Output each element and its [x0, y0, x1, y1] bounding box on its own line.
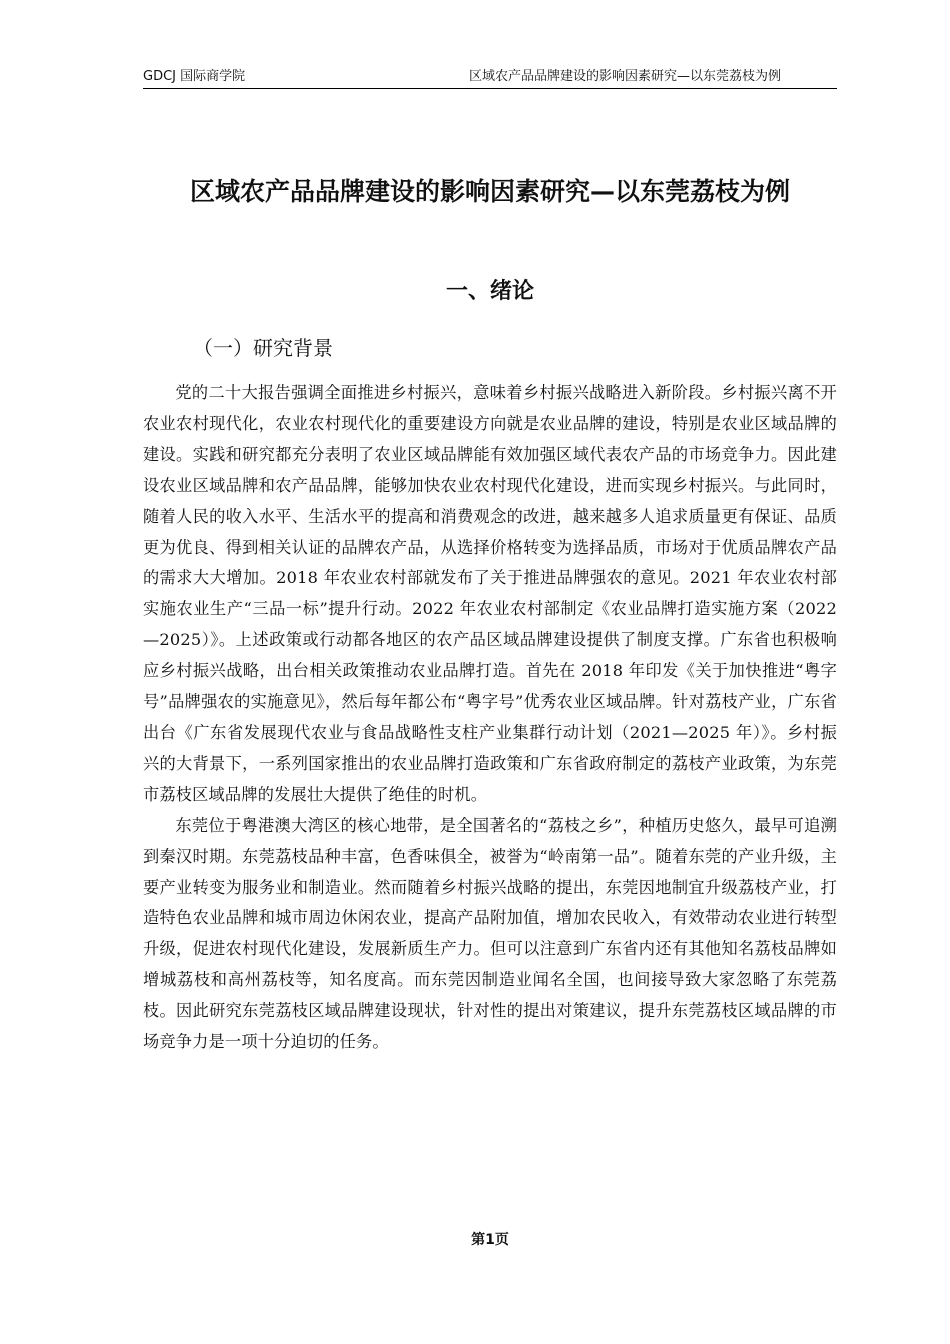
section-heading: 一、绪论 [445, 279, 534, 304]
header-running-title: 区域农产品品牌建设的影响因素研究—以东莞荔枝为例 [468, 69, 781, 84]
paragraph-1: 党的二十大报告强调全面推进乡村振兴，意味着乡村振兴战略进入新阶段。乡村振兴离不开农业农村现代化，农业农村现代化的重要建设方向就是农业品牌的建设，特别是农业区域品牌的建设。实践和研究都充分表明了农业区域品牌能有效加强区域代表农产品的市场竞争力。因此建设农业区域品牌和农产品品牌，能够加快农业农村现代化建设，进而实现乡村振兴。与此同时，随着人民的收入水平、生活水平的提高和消费观念的改进，越来越多人追求质量更有保证、品质更为优良、得到相关认证的品牌农产品，从选择价格转变为选择品质，市场对于优质品牌农产品的需求大大增加。2018 年农业农村部就发布了关于推进品牌强农的意见。2021 年农业农村部实施农业生产“三品一标”提升行动。2022 年农业农村部制定《农业品牌打造实施方案（2022—2025）》。上述政策或行动都各地区的农产品区域品牌建设提供了制度支撑。广东省也积极响应乡村振兴战略，出台相关政策推动农业品牌打造。首先在 2018 年印发《关于加快推进“粤字号”品牌强农的实施意见》，然后每年都公布“粤字号”优秀农业区域品牌。针对荔枝产业，广东省出台《广东省发展现代农业与食品战略性支柱产业集群行动计划（2021—2025 年）》。乡村振兴的大背景下，一系列国家推出的农业品牌打造政策和广东省政府制定的荔枝产业政策，为东莞市荔枝区域品牌的发展壮大提供了绝佳的时机。 [143, 383, 837, 804]
body-text [143, 378, 837, 1058]
header-institution: GDCJ 国际商学院 [143, 69, 246, 84]
page-header [143, 66, 837, 89]
subsection-heading: （一）研究背景 [193, 336, 333, 360]
paragraph-2: 东莞位于粤港澳大湾区的核心地带，是全国著名的“荔枝之乡”，种植历史悠久，最早可追溯到秦汉时期。东莞荔枝品种丰富，色香味俱全，被誉为“岭南第一品”。随着东莞的产业升级，主要产业转变为服务业和制造业。然而随着乡村振兴战略的提出，东莞因地制宜升级荔枝产业，打造特色农业品牌和城市周边休闲农业，提高产品附加值，增加农民收入，有效带动农业进行转型升级，促进农村现代化建设，发展新质生产力。但可以注意到广东省内还有其他知名荔枝品牌如增城荔枝和高州荔枝等，知名度高。而东莞因制造业闻名全国，也间接导致大家忽略了东莞荔枝。因此研究东莞荔枝区域品牌建设现状，针对性的提出对策建议，提升东莞荔枝区域品牌的市场竞争力是一项十分迫切的任务。 [143, 815, 837, 1052]
page-number: 第1页 [471, 1232, 509, 1248]
paper-title: 区域农产品品牌建设的影响因素研究—以东莞荔枝为例 [189, 177, 790, 206]
